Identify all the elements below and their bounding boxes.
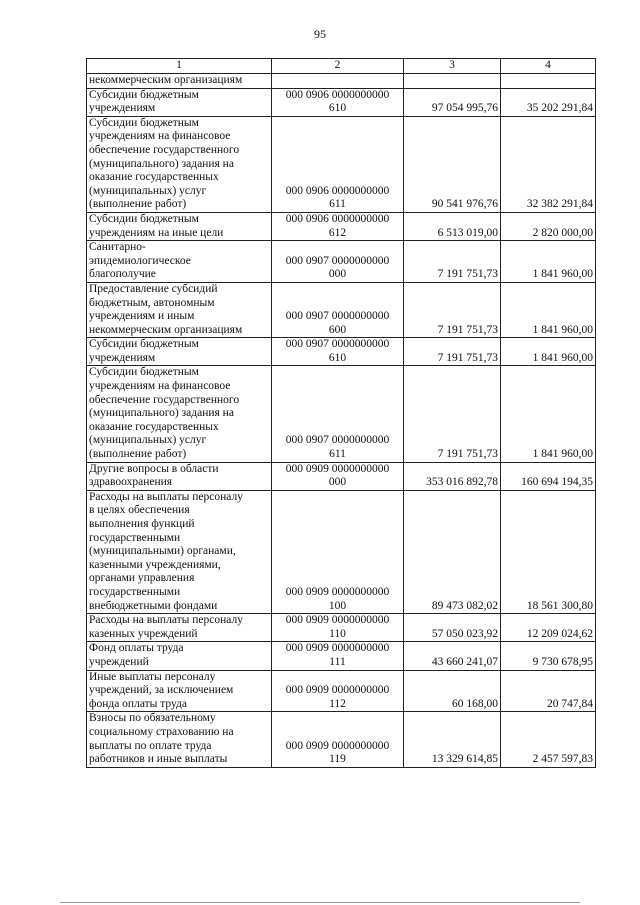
row-code: 000 0906 0000000000 611: [272, 116, 404, 212]
table-row: [87, 462, 596, 490]
row-value-col4: 2 457 597,83: [501, 712, 596, 767]
row-value-col4: [501, 74, 596, 89]
table-row: [87, 74, 596, 89]
row-value-col3: 7 191 751,73: [404, 366, 501, 462]
row-value-col4: 20 747,84: [501, 670, 596, 712]
row-value-col4: 1 841 960,00: [501, 366, 596, 462]
page-bottom-rule: [60, 902, 580, 903]
row-value-col4: 1 841 960,00: [501, 338, 596, 366]
row-name: Субсидии бюджетным учреждениям: [87, 88, 272, 116]
budget-table: [86, 58, 596, 768]
row-value-col3: 13 329 614,85: [404, 712, 501, 767]
table-row: [87, 712, 596, 767]
row-name: Субсидии бюджетным учреждениям на иные цели: [87, 212, 272, 240]
row-value-col4: 9 730 678,95: [501, 642, 596, 670]
row-value-col3: 97 054 995,76: [404, 88, 501, 116]
row-value-col4: 18 561 300,80: [501, 490, 596, 613]
row-code: 000 0909 0000000000 100: [272, 490, 404, 613]
column-header-4: 4: [501, 59, 596, 74]
row-value-col3: 43 660 241,07: [404, 642, 501, 670]
row-value-col4: 35 202 291,84: [501, 88, 596, 116]
row-code: 000 0907 0000000000 000: [272, 241, 404, 283]
row-code: 000 0906 0000000000 612: [272, 212, 404, 240]
row-code: 000 0909 0000000000 112: [272, 670, 404, 712]
row-value-col3: 7 191 751,73: [404, 338, 501, 366]
row-name: Субсидии бюджетным учреждениям на финансовое обеспечение государственного (муниципального) задания на оказание государственных (муниципальных) услуг (выполнение работ): [87, 366, 272, 462]
row-code: 000 0907 0000000000 610: [272, 338, 404, 366]
table-row: [87, 282, 596, 337]
row-value-col4: 32 382 291,84: [501, 116, 596, 212]
table-row: [87, 366, 596, 462]
column-header-2: 2: [272, 59, 404, 74]
table-row: [87, 670, 596, 712]
row-value-col3: 7 191 751,73: [404, 282, 501, 337]
table-row: [87, 490, 596, 613]
row-name: Фонд оплаты труда учреждений: [87, 642, 272, 670]
row-name: некоммерческим организациям: [87, 74, 272, 89]
row-name: Расходы на выплаты персоналу в целях обеспечения выполнения функций государственными (муниципальными) органами, казенными учреждениями, органами управления государственными внебюджетными фондами: [87, 490, 272, 613]
row-value-col3: 7 191 751,73: [404, 241, 501, 283]
table-header: [87, 59, 596, 74]
row-value-col4: 160 694 194,35: [501, 462, 596, 490]
table-row: [87, 614, 596, 642]
column-header-3: 3: [404, 59, 501, 74]
table-row: [87, 88, 596, 116]
table-body: [87, 74, 596, 768]
row-value-col3: 57 050 023,92: [404, 614, 501, 642]
row-name: Иные выплаты персоналу учреждений, за исключением фонда оплаты труда: [87, 670, 272, 712]
row-value-col3: 353 016 892,78: [404, 462, 501, 490]
row-value-col4: 1 841 960,00: [501, 241, 596, 283]
row-name: Субсидии бюджетным учреждениям на финансовое обеспечение государственного (муниципального) задания на оказание государственных (муниципальных) услуг (выполнение работ): [87, 116, 272, 212]
row-value-col3: 90 541 976,76: [404, 116, 501, 212]
row-name: Субсидии бюджетным учреждениям: [87, 338, 272, 366]
row-code: 000 0909 0000000000 000: [272, 462, 404, 490]
row-value-col3: 60 168,00: [404, 670, 501, 712]
table-row: [87, 241, 596, 283]
row-code: 000 0906 0000000000 610: [272, 88, 404, 116]
row-name: Санитарно- эпидемиологическое благополучие: [87, 241, 272, 283]
row-value-col4: 12 209 024,62: [501, 614, 596, 642]
row-value-col3: 89 473 082,02: [404, 490, 501, 613]
table-row: [87, 212, 596, 240]
row-code: [272, 74, 404, 89]
column-header-1: 1: [87, 59, 272, 74]
table-row: [87, 116, 596, 212]
row-value-col3: [404, 74, 501, 89]
row-code: 000 0909 0000000000 110: [272, 614, 404, 642]
table-row: [87, 642, 596, 670]
row-name: Взносы по обязательному социальному страхованию на выплаты по оплате труда работников и иные выплаты: [87, 712, 272, 767]
row-code: 000 0907 0000000000 600: [272, 282, 404, 337]
row-code: 000 0909 0000000000 111: [272, 642, 404, 670]
row-name: Предоставление субсидий бюджетным, автономным учреждениям и иным некоммерческим организациям: [87, 282, 272, 337]
row-value-col4: 1 841 960,00: [501, 282, 596, 337]
row-name: Другие вопросы в области здравоохранения: [87, 462, 272, 490]
row-code: 000 0909 0000000000 119: [272, 712, 404, 767]
page-number: 95: [314, 27, 326, 41]
table-row: [87, 338, 596, 366]
row-value-col4: 2 820 000,00: [501, 212, 596, 240]
row-value-col3: 6 513 019,00: [404, 212, 501, 240]
row-name: Расходы на выплаты персоналу казенных учреждений: [87, 614, 272, 642]
row-code: 000 0907 0000000000 611: [272, 366, 404, 462]
